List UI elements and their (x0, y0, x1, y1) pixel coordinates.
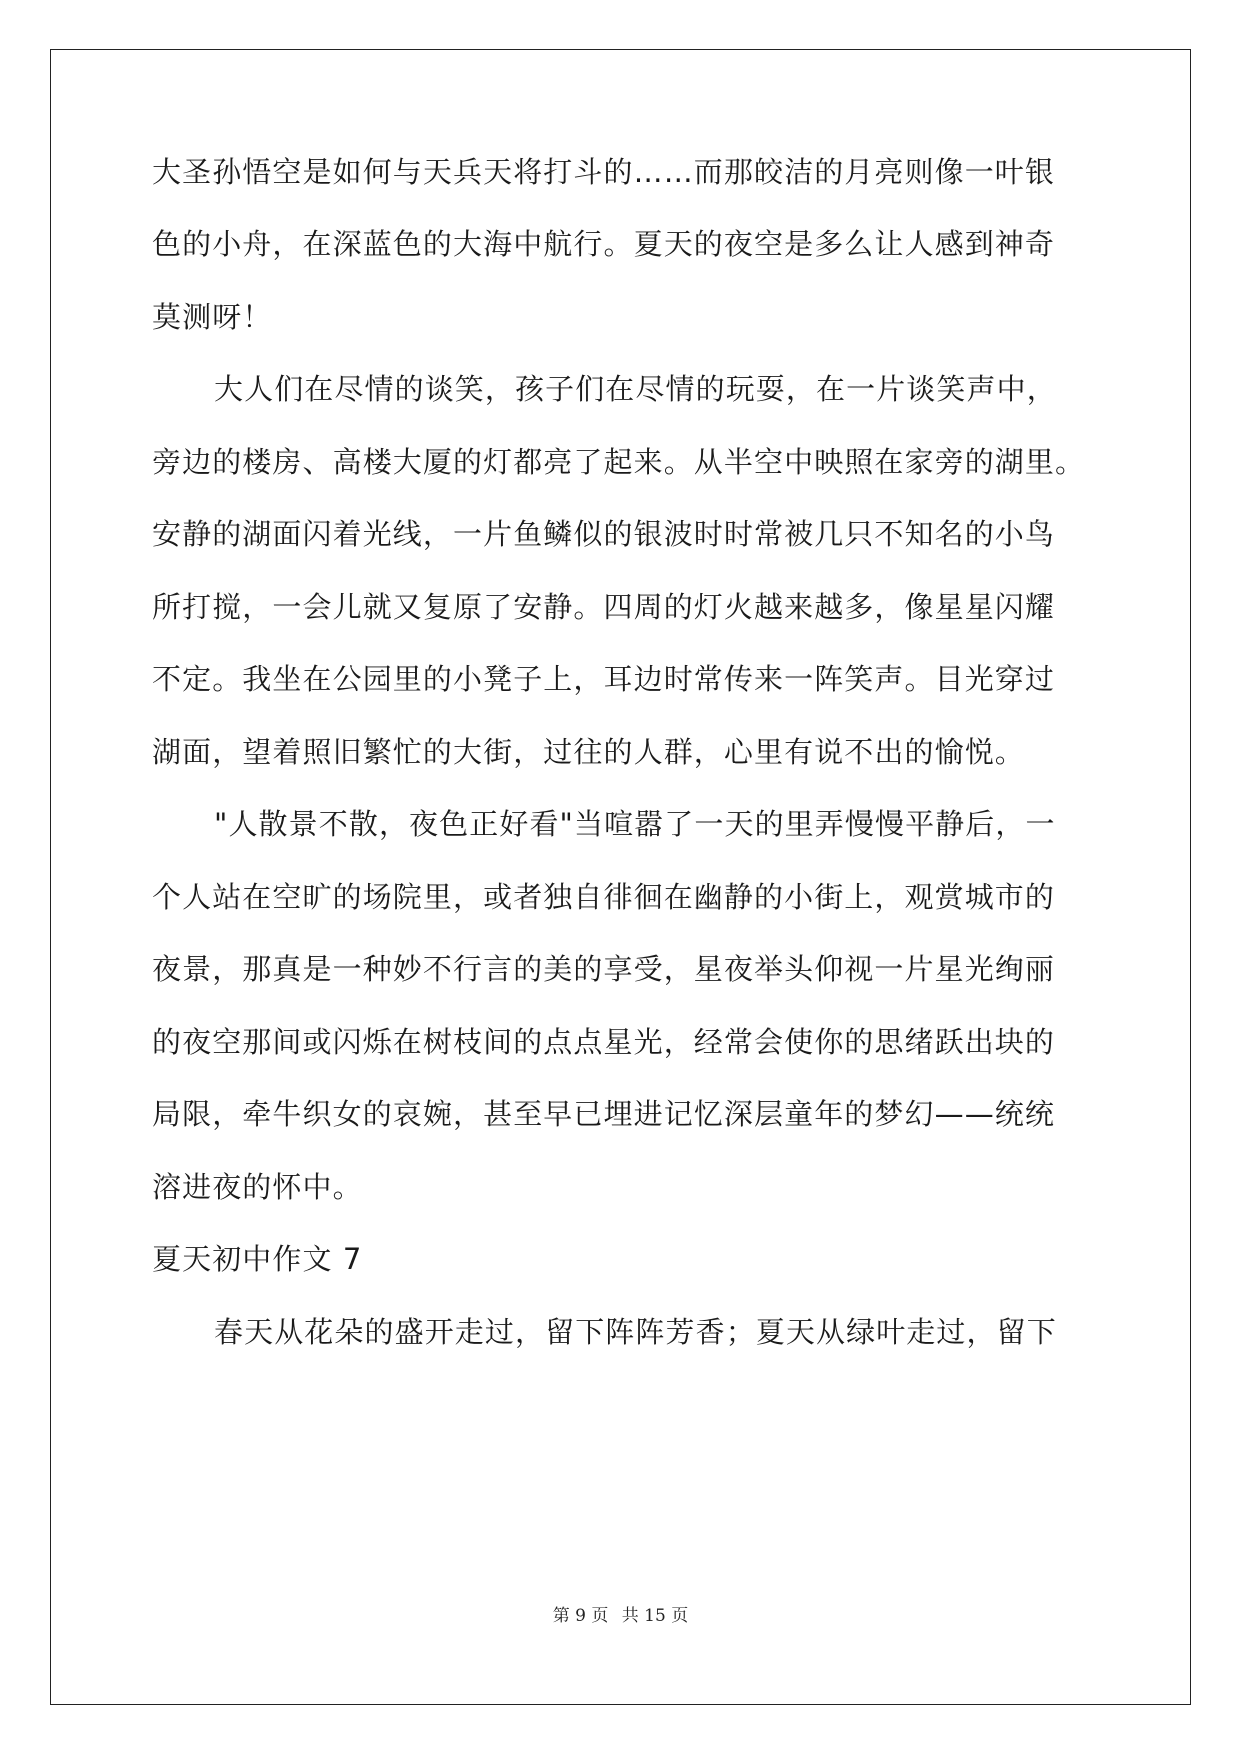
text-line: 色的小舟，在深蓝色的大海中航行。夏天的夜空是多么让人感到神奇 (152, 227, 1056, 261)
section-heading: 夏天初中作文 7 (152, 1242, 363, 1276)
paragraph-first-line: 大人们在尽情的谈笑，孩子们在尽情的玩耍，在一片谈笑声中， (214, 372, 1057, 406)
paragraph-first-line: "人散景不散，夜色正好看"当喧嚣了一天的里弄慢慢平静后，一 (214, 807, 1056, 841)
text-line: 湖面，望着照旧繁忙的大街，过往的人群，心里有说不出的愉悦。 (152, 735, 1025, 769)
text-line: 夜景，那真是一种妙不行言的美的享受，星夜举头仰视一片星光绚丽 (152, 952, 1056, 986)
text-line: 安静的湖面闪着光线，一片鱼鳞似的银波时时常被几只不知名的小鸟 (152, 517, 1056, 551)
text-line: 大圣孙悟空是如何与天兵天将打斗的……而那皎洁的月亮则像一叶银 (152, 155, 1056, 189)
text-line: 莫测呀！ (152, 300, 273, 334)
page-footer (0, 1601, 1241, 1626)
text-line: 不定。我坐在公园里的小凳子上，耳边时常传来一阵笑声。目光穿过 (152, 662, 1056, 696)
text-line: 旁边的楼房、高楼大厦的灯都亮了起来。从半空中映照在家旁的湖里。 (152, 445, 1086, 479)
text-line: 局限，牵牛织女的哀婉，甚至早已埋进记忆深层童年的梦幻——统统 (152, 1097, 1056, 1131)
text-line: 的夜空那间或闪烁在树枝间的点点星光，经常会使你的思绪跃出块的 (152, 1025, 1056, 1059)
paragraph-first-line: 春天从花朵的盛开走过，留下阵阵芳香；夏天从绿叶走过，留下 (214, 1315, 1057, 1349)
text-line: 溶进夜的怀中。 (152, 1170, 363, 1204)
page-number-total: 共 15 页 (621, 1606, 689, 1626)
page-number-current: 第 9 页 (552, 1606, 609, 1626)
text-line: 个人站在空旷的场院里，或者独自徘徊在幽静的小街上，观赏城市的 (152, 880, 1056, 914)
text-line: 所打搅，一会儿就又复原了安静。四周的灯火越来越多，像星星闪耀 (152, 590, 1056, 624)
